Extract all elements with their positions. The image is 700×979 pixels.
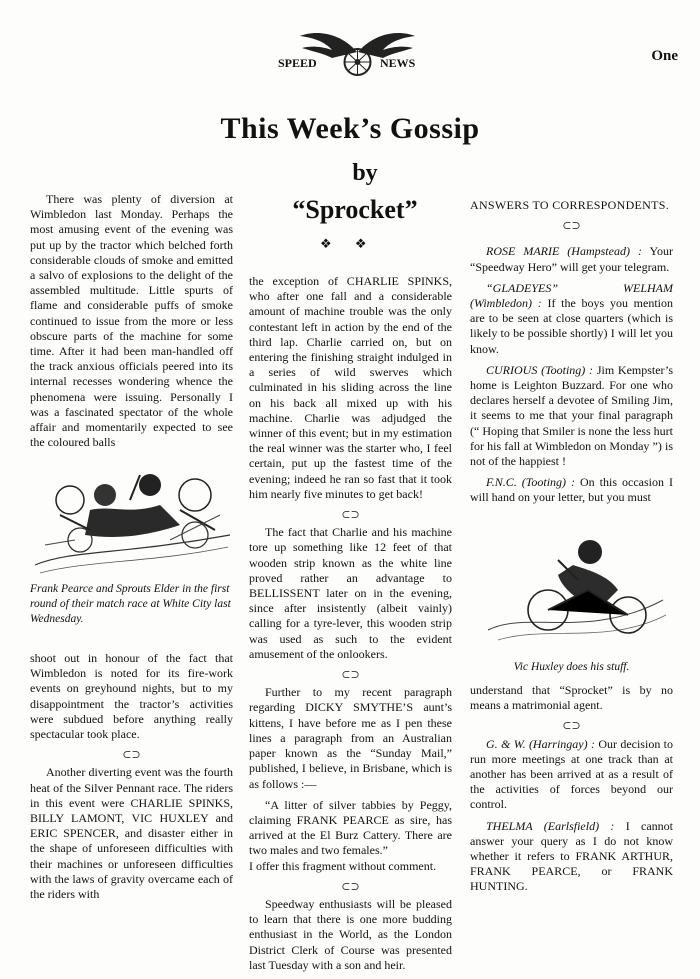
masthead xyxy=(270,22,445,80)
correspondent-name: THELMA (Earlsfield) : xyxy=(486,818,615,833)
page-number: One xyxy=(651,48,678,64)
page-title: This Week’s Gossip xyxy=(220,112,480,145)
answer-text: Jim Kempster’s home is Leighton Buzzard. For one who declares herself a devotee of Smiling Jim, it seems to me that your final paragraph (“ Hoping that Smiler is none the less hurt for his fall at Wimbledon on Monday ”) is not of the happiest ! xyxy=(470,362,673,469)
answer-text: I cannot answer your query as I do not know whether it refers to FRANK ARTHUR, FRANK PEARCE, or FRANK HUNTING. xyxy=(470,818,673,894)
col2-paragraph-1: the exception of CHARLIE SPINKS, who after one fall and a considerable amount of machine trouble was the only contestant left in action by the end of the third lap. Charlie carried on, but on entering the finishing straight indulged in a series of wild swerves which culminated in his sliding across the line on his back all mixed up with his machine. Charlie was adjudged the winner of this event; but in my estimation the real winner was the starter who, I feel certain, put up the fastest time of the evening; indeed he ran so fast that it took him nearly five minutes to get back! xyxy=(249,274,452,501)
correspondent-name: “GLADEYES” WELHAM (Wimbledon) : xyxy=(470,280,673,311)
col2-paragraph-3: Further to my recent paragraph regarding DICKY SMYTHE’S aunt’s kittens, I have before me as I pen these lines a paragraph from an Australian paper known as the “Sunday Mail,” published, I believe, in Brisbane, which is as follows :— xyxy=(249,685,452,791)
speedway-riders-sketch-icon xyxy=(30,455,233,577)
col1-image-caption: Frank Pearce and Sprouts Elder in the first round of their match race at White City last Wednesday. xyxy=(30,583,231,625)
separator-mark: ⊂⊃ xyxy=(122,749,141,762)
column-2 xyxy=(249,274,452,979)
answers-heading: ANSWERS TO CORRESPONDENTS. xyxy=(470,198,670,212)
column-1-continued xyxy=(30,651,233,908)
huxley-illustration xyxy=(478,530,668,648)
correspondent-name: CURIOUS (Tooting) : xyxy=(486,362,594,377)
answer-text: On this occasion I will hand on your letter, but you must xyxy=(470,475,673,505)
correspondent-name: G. & W. (Harringay) : xyxy=(486,736,595,751)
column-3-continued xyxy=(470,683,673,901)
separator-mark: ⊂⊃ xyxy=(562,220,581,233)
col2-paragraph-4: I offer this fragment without comment. xyxy=(249,858,437,873)
col2-paragraph-2: The fact that Charlie and his machine tore up something like 12 feet of that wooden strip known as the white line proved rather an advantage to BELLISSENT later on in the evening, since after insistently (albeit vainly) calling for a tyre-lever, this wooden strip was used as such to the evident amusement of the onlookers. xyxy=(249,525,452,661)
author-byline: “Sprocket” xyxy=(292,195,418,224)
col1-paragraph-2: shoot out in honour of the fact that Wimbledon is noted for its fire-work events on greyhound nights, but to my disappointment the tractor’s activities were subdued before anything really spectacular took place. xyxy=(30,651,233,742)
separator-mark: ⊂⊃ xyxy=(341,880,360,893)
separator-mark: ⊂⊃ xyxy=(562,720,581,733)
answer-text: Our decision to run more meetings at one track than at another has been arrived at as a result of the activities of forces beyond our control. xyxy=(470,736,673,812)
answer-text: Your “Speedway Hero” will get your telegram. xyxy=(470,244,673,274)
masthead-left-text: SPEED xyxy=(278,56,317,70)
col2-quote: “A litter of silver tabbies by Peggy, claiming FRANK PEARCE as sire, has arrived at the El Burz Cattery. There are two males and two females.” xyxy=(249,797,452,858)
separator-mark: ⊂⊃ xyxy=(341,509,360,522)
speedway-rider-sketch-icon xyxy=(478,530,668,648)
race-illustration xyxy=(30,455,233,577)
separator-mark: ⊂⊃ xyxy=(341,669,360,682)
correspondent-name: F.N.C. (Tooting) : xyxy=(486,475,576,490)
col1-paragraph-3: Another diverting event was the fourth heat of the Silver Pennant race. The riders in this event were CHARLIE SPINKS, BILLY LAMONT, VIC HUXLEY and ERIC SPENCER, and disaster either in the shape of unforeseen difficulties with their machines or unforeseen difficulties with the laws of gravity overcame each of the riders with xyxy=(30,765,233,902)
column-3 xyxy=(470,198,673,512)
answer-text: If the boys you mention are to be seen at close quarters (which is likely to be possible shortly) I will let you know. xyxy=(470,296,674,356)
col1-paragraph-1: There was plenty of diversion at Wimbledon last Monday. Perhaps the most amusing event of the evening was put up by the tractor which belched forth considerable clouds of smoke and emitted a salvo of explosions to the delight of the assembled multitude. Little spurts of flame and considerable puffs of smoke continued to issue from the more or less obscure parts of the machine for some time. After it had been man-handled off the track anxious officials peered into its internal recesses wondering whence the phenomena were issuing. Personally I was a fascinated spectator of the whole affair and momentarily expected to see the coloured balls xyxy=(30,192,233,450)
answer-continued: understand that “Sprocket” is by no means a matrimonial agent. xyxy=(470,683,673,713)
masthead-right-text: NEWS xyxy=(380,56,416,70)
col3-image-caption: Vic Huxley does his stuff. xyxy=(513,661,630,673)
col2-paragraph-5: Speedway enthusiasts will be pleased to learn that there is one more budding enthusiast in the World, as the London District Clerk of Course was presented last Tuesday with a son and heir. xyxy=(249,896,452,972)
by-line-word: by xyxy=(352,160,378,186)
column-1 xyxy=(30,192,233,456)
correspondent-name: ROSE MARIE (Hampstead) : xyxy=(486,244,642,259)
diamond-ornament: ❖ ❖ xyxy=(320,236,377,251)
winged-wheel-logo-icon xyxy=(270,22,445,80)
